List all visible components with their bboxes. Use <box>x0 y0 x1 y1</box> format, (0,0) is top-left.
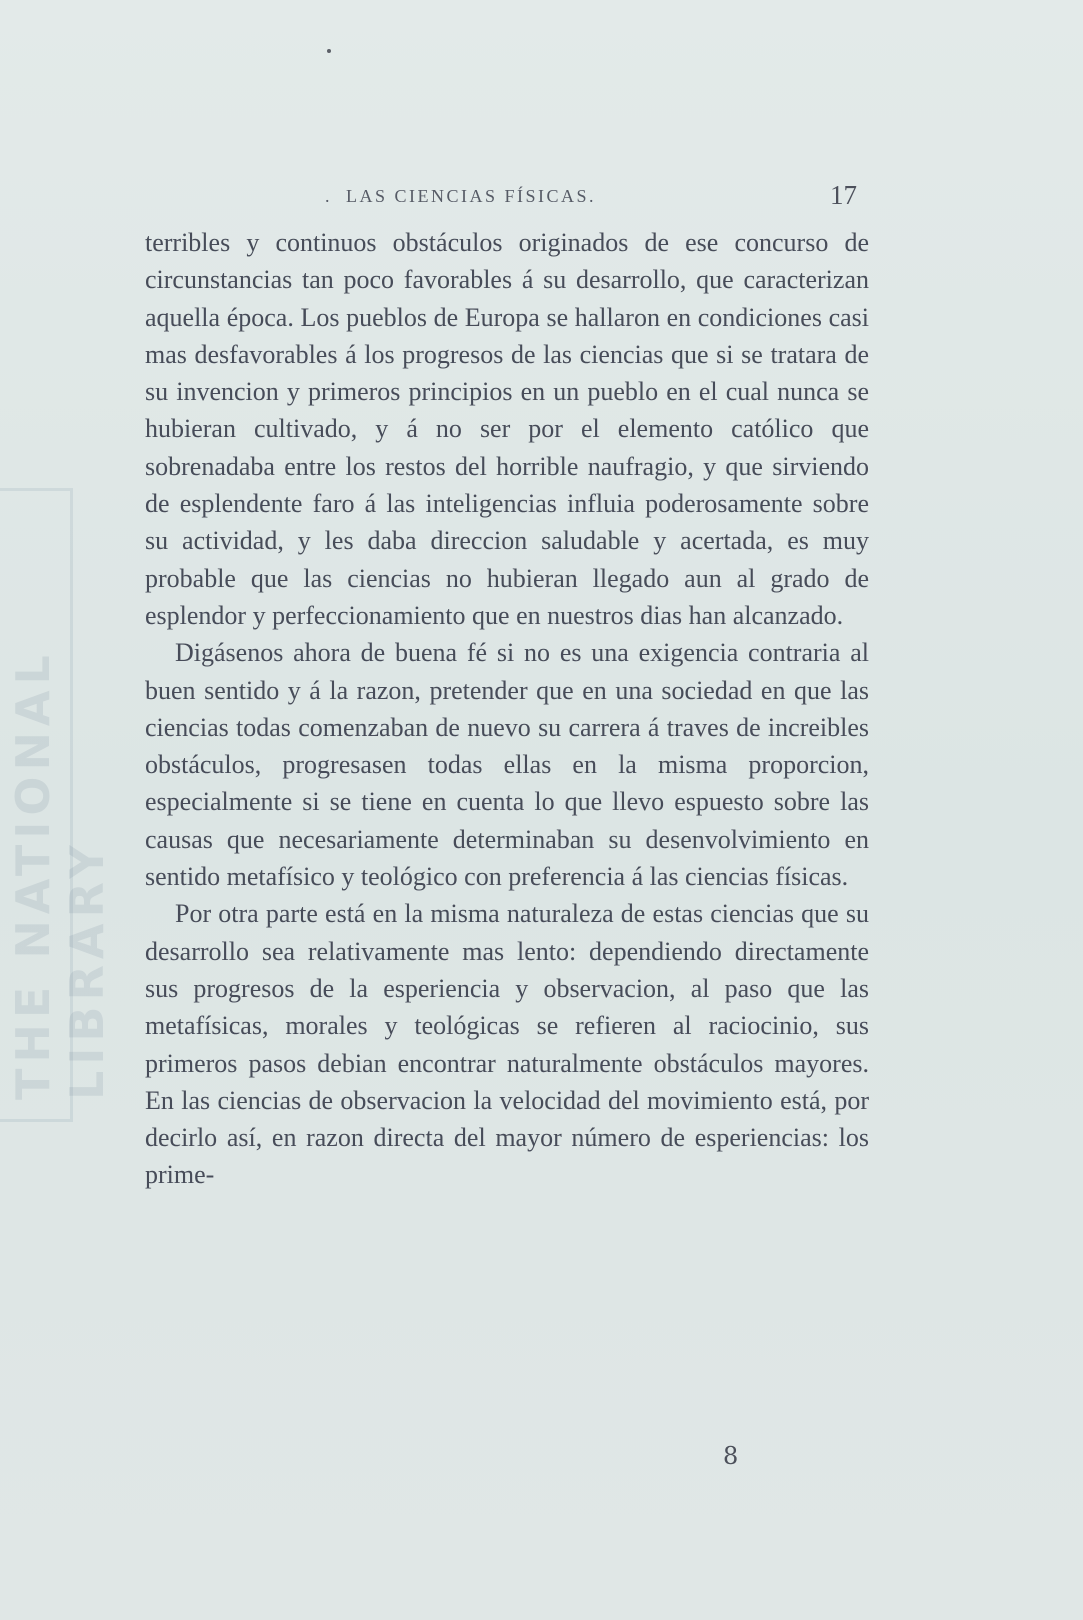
paragraph-3: Por otra parte está en la misma naturaleza de estas ciencias que su desarrollo sea relativamente mas lento: dependiendo directamente sus progresos de la esperiencia y observacion, al paso que las metafísicas, morales y teológicas se refieren al raciocinio, sus primeros pasos debian encontrar naturalmente obstáculos mayores. En las ciencias de observacion la velocidad del movimiento está, por decirlo así, en razon directa del mayor número de esperiencias: los prime- <box>145 899 869 1190</box>
running-head: . LAS CIENCIAS FÍSICAS. <box>325 186 597 206</box>
ink-speck <box>327 49 331 53</box>
paragraph-2: Digásenos ahora de buena fé si no es una exigencia contraria al buen sentido y á la razon, pretender que en una sociedad en que las ciencias todas comenzaban de nuevo su carrera á traves de increibles obstáculos, progresasen todas ellas en la misma proporcion, especialmente si se tiene en cuenta lo que llevo espuesto sobre las causas que necesariamente determinaban su desenvolvimiento en sentido metafísico y teológico con preferencia á las ciencias físicas. <box>145 638 869 892</box>
signature-mark: 8 <box>723 1442 739 1470</box>
book-page <box>145 180 869 1194</box>
body-text <box>145 224 869 1194</box>
page-number: 17 <box>830 180 857 210</box>
paragraph-1: terribles y continuos obstáculos originados de ese concurso de circunstancias tan poco favorables á su desarrollo, que caracterizan aquella época. Los pueblos de Europa se hallaron en condiciones casi mas desfavorables á los progresos de las ciencias que si se tratara de su invencion y primeros principios en un pueblo en el cual nunca se hubieran cultivado, y á no ser por el elemento católico que sobrenadaba entre los restos del horrible naufragio, y que sirviendo de esplendente faro á las inteligencias influia poderosamente sobre su actividad, y les daba direccion saludable y acertada, es muy probable que las ciencias no hubieran llegado aun al grado de esplendor y perfeccionamiento que en nuestros dias han alcanzado. <box>145 228 869 630</box>
running-head-title: LAS CIENCIAS FÍSICAS. <box>346 186 597 206</box>
bleed-through-stamp-text: THE NATIONAL LIBRARY <box>6 649 114 1100</box>
page-header <box>145 180 869 224</box>
